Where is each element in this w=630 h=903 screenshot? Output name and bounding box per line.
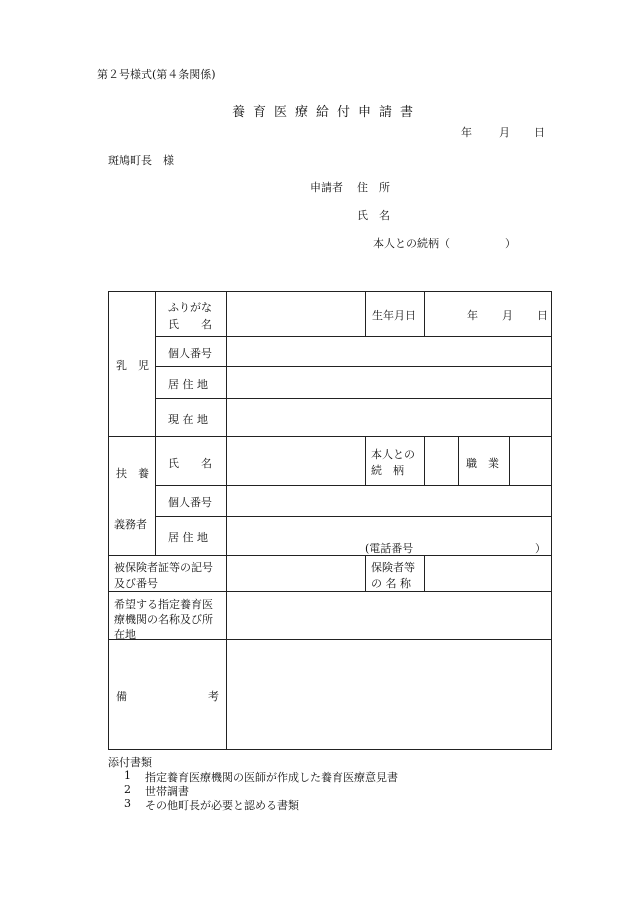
insurance-symbol-label-2: 及び番号 — [114, 577, 158, 590]
infant-section-label: 乳 児 — [116, 359, 149, 372]
guardian-occupation-label: 職 業 — [466, 457, 499, 470]
guardian-relation-label-2: 続 柄 — [371, 464, 404, 477]
infant-birthdate-label: 生年月日 — [372, 309, 416, 322]
insurance-symbol-label-1: 被保険者証等の記号 — [114, 561, 213, 574]
attachment-item-1-num: 1 — [124, 769, 131, 782]
attachment-item-2-num: 2 — [124, 783, 131, 796]
infant-personal-number-label: 個人番号 — [168, 347, 212, 360]
guardian-residence-label: 居 住 地 — [168, 531, 208, 544]
guardian-phone-label: (電話番号 — [365, 542, 414, 555]
guardian-phone-close: ） — [535, 542, 546, 555]
infant-birth-day: 日 — [537, 309, 548, 322]
desired-facility-label-1: 希望する指定養育医 — [114, 598, 213, 611]
applicant-label: 申請者 — [310, 181, 343, 194]
date-month: 月 — [499, 126, 510, 139]
date-day: 日 — [534, 126, 545, 139]
applicant-relation-close: ） — [505, 237, 516, 250]
remarks-label-2: 考 — [208, 690, 219, 703]
infant-name-label: 氏 名 — [168, 318, 212, 331]
applicant-relation-label: 本人との続柄（ — [373, 237, 450, 250]
addressee: 斑鳩町長 様 — [108, 154, 174, 167]
infant-residence-label: 居 住 地 — [168, 378, 208, 391]
form-number: 第２号様式(第４条関係) — [97, 68, 216, 81]
attachment-item-3-num: 3 — [124, 797, 131, 810]
attachment-item-2-text: 世帯調書 — [145, 785, 189, 798]
guardian-name-label: 氏 名 — [168, 457, 212, 470]
insurer-name-label-2: の 名 称 — [371, 577, 411, 590]
guardian-personal-number-label: 個人番号 — [168, 496, 212, 509]
remarks-label-1: 備 — [116, 690, 127, 703]
guardian-relation-label-1: 本人との — [371, 448, 415, 461]
infant-current-address-label: 現 在 地 — [168, 413, 208, 426]
applicant-address-label: 住 所 — [357, 181, 390, 194]
guardian-section-label-1: 扶 養 — [116, 467, 149, 480]
attachment-item-1-text: 指定養育医療機関の医師が作成した養育医療意見書 — [145, 771, 398, 784]
desired-facility-label-2: 療機関の名称及び所 — [114, 613, 213, 626]
infant-furigana-label: ふりがな — [168, 301, 212, 314]
date-year: 年 — [461, 126, 472, 139]
infant-birth-year: 年 — [467, 309, 478, 322]
guardian-section-label-2: 義務者 — [114, 518, 147, 531]
insurer-name-label-1: 保険者等 — [371, 561, 415, 574]
form-title: 養育医療給付申請書 — [232, 105, 422, 120]
applicant-name-label: 氏 名 — [357, 209, 390, 222]
infant-birth-month: 月 — [502, 309, 513, 322]
attachments-heading: 添付書類 — [108, 756, 152, 769]
desired-facility-label-3: 在地 — [114, 628, 136, 641]
attachment-item-3-text: その他町長が必要と認める書類 — [145, 799, 299, 812]
